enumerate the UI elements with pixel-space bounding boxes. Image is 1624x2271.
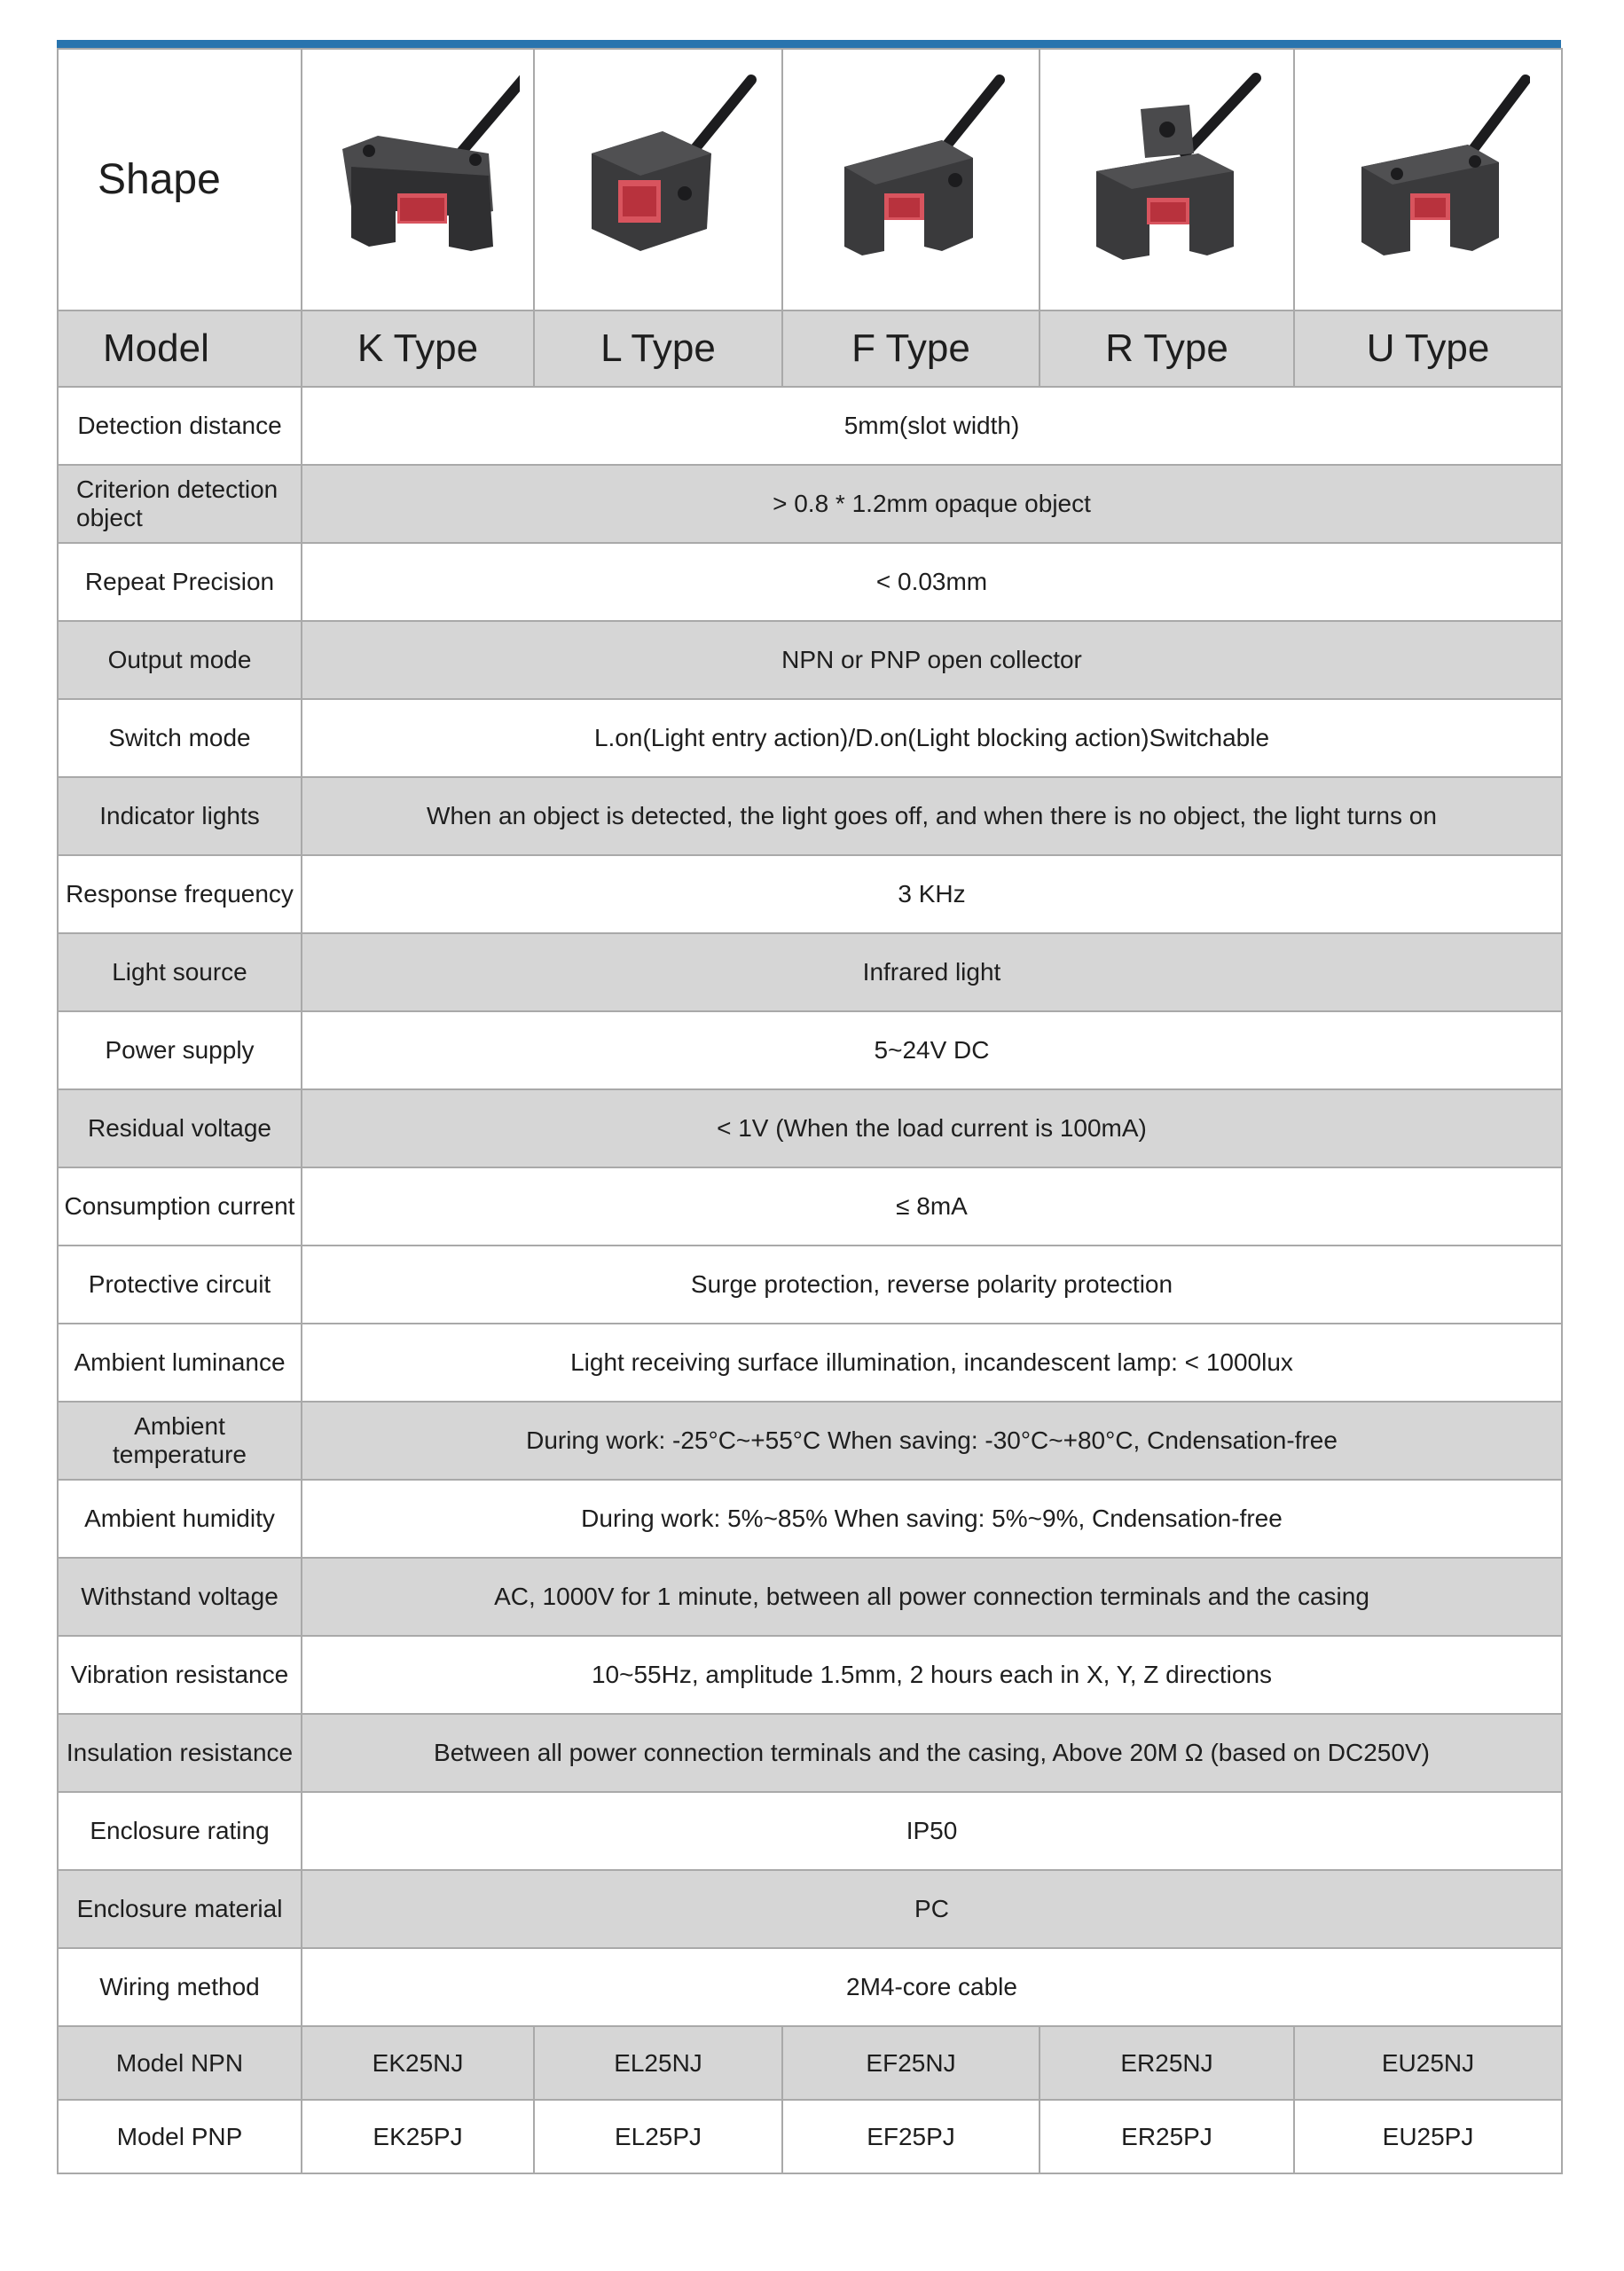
model-code: EU25NJ [1294, 2027, 1562, 2100]
spec-row [58, 1246, 1562, 1324]
spec-row [58, 621, 1562, 699]
spec-value: During work: 5%~85% When saving: 5%~9%, Cndensation-free [302, 1480, 1562, 1558]
spec-label: Enclosure rating [58, 1792, 302, 1870]
spec-value: NPN or PNP open collector [302, 621, 1562, 699]
npn-model-label: Model NPN [58, 2027, 302, 2100]
spec-label: Insulation resistance [58, 1714, 302, 1792]
spec-label: Ambient temperature [58, 1402, 302, 1480]
spec-value: Between all power connection terminals and the casing, Above 20M Ω (based on DC250V) [302, 1714, 1562, 1792]
spec-label: Light source [58, 933, 302, 1011]
spec-row [58, 1402, 1562, 1480]
type-name-k: K Type [302, 310, 534, 387]
model-code: EL25PJ [534, 2100, 782, 2173]
spec-label: Criterion detection object [58, 465, 302, 543]
spec-row [58, 387, 1562, 465]
spec-label: Wiring method [58, 1948, 302, 2026]
spec-value: PC [302, 1870, 1562, 1948]
spec-label: Residual voltage [58, 1089, 302, 1167]
spec-label: Repeat Precision [58, 543, 302, 621]
spec-label: Indicator lights [58, 777, 302, 855]
spec-label: Detection distance [58, 387, 302, 465]
spec-value: Infrared light [302, 933, 1562, 1011]
u-type-image-cell [1294, 49, 1562, 310]
spec-row [58, 699, 1562, 777]
type-name-r: R Type [1040, 310, 1294, 387]
shape-row [58, 49, 1562, 310]
f-type-image-cell [782, 49, 1040, 310]
spec-table [57, 48, 1563, 2027]
spec-value: < 0.03mm [302, 543, 1562, 621]
model-code-table [57, 2027, 1563, 2174]
spec-value: > 0.8 * 1.2mm opaque object [302, 465, 1562, 543]
f-type-sensor-icon [809, 69, 1013, 291]
spec-row [58, 465, 1562, 543]
spec-value: During work: -25°C~+55°C When saving: -30°C~+80°C, Cndensation-free [302, 1402, 1562, 1480]
model-code: EU25PJ [1294, 2100, 1562, 2173]
k-type-image-cell [302, 49, 534, 310]
r-type-sensor-icon [1065, 69, 1269, 291]
spec-value: < 1V (When the load current is 100mA) [302, 1089, 1562, 1167]
spec-row [58, 933, 1562, 1011]
spec-row [58, 1714, 1562, 1792]
spec-value: Surge protection, reverse polarity protection [302, 1246, 1562, 1324]
spec-value: 10~55Hz, amplitude 1.5mm, 2 hours each in X, Y, Z directions [302, 1636, 1562, 1714]
type-name-f: F Type [782, 310, 1040, 387]
spec-label: Consumption current [58, 1167, 302, 1246]
spec-label: Enclosure material [58, 1870, 302, 1948]
spec-row [58, 1089, 1562, 1167]
spec-value: 3 KHz [302, 855, 1562, 933]
npn-model-row [58, 2027, 1562, 2100]
spec-value: AC, 1000V for 1 minute, between all power connection terminals and the casing [302, 1558, 1562, 1636]
spec-value: IP50 [302, 1792, 1562, 1870]
spec-value: L.on(Light entry action)/D.on(Light blocking action)Switchable [302, 699, 1562, 777]
spec-sheet [57, 40, 1561, 2174]
spec-row [58, 1636, 1562, 1714]
model-label: Model [58, 310, 302, 387]
model-code: EL25NJ [534, 2027, 782, 2100]
spec-row [58, 1792, 1562, 1870]
spec-row [58, 855, 1562, 933]
model-code: EF25NJ [782, 2027, 1040, 2100]
r-type-image-cell [1040, 49, 1294, 310]
spec-value: 5mm(slot width) [302, 387, 1562, 465]
type-name-u: U Type [1294, 310, 1562, 387]
l-type-image-cell [534, 49, 782, 310]
model-code: ER25NJ [1040, 2027, 1294, 2100]
spec-value: When an object is detected, the light goes off, and when there is no object, the light turns on [302, 777, 1562, 855]
spec-value: 2M4-core cable [302, 1948, 1562, 2026]
model-code: EK25NJ [302, 2027, 534, 2100]
spec-row [58, 1167, 1562, 1246]
type-name-l: L Type [534, 310, 782, 387]
spec-value: ≤ 8mA [302, 1167, 1562, 1246]
spec-label: Output mode [58, 621, 302, 699]
top-accent-bar [57, 40, 1561, 48]
spec-value: 5~24V DC [302, 1011, 1562, 1089]
spec-row [58, 1480, 1562, 1558]
shape-label: Shape [58, 49, 302, 310]
spec-row [58, 1948, 1562, 2026]
spec-row [58, 777, 1562, 855]
pnp-model-label: Model PNP [58, 2100, 302, 2173]
spec-label: Switch mode [58, 699, 302, 777]
spec-label: Response frequency [58, 855, 302, 933]
spec-label: Withstand voltage [58, 1558, 302, 1636]
spec-label: Vibration resistance [58, 1636, 302, 1714]
model-code: EK25PJ [302, 2100, 534, 2173]
spec-label: Ambient luminance [58, 1324, 302, 1402]
spec-value: Light receiving surface illumination, incandescent lamp: < 1000lux [302, 1324, 1562, 1402]
k-type-sensor-icon [316, 69, 520, 291]
spec-row [58, 1558, 1562, 1636]
spec-label: Power supply [58, 1011, 302, 1089]
model-code: EF25PJ [782, 2100, 1040, 2173]
spec-label: Ambient humidity [58, 1480, 302, 1558]
l-type-sensor-icon [556, 69, 760, 291]
spec-row [58, 543, 1562, 621]
spec-row [58, 1870, 1562, 1948]
spec-label: Protective circuit [58, 1246, 302, 1324]
u-type-sensor-icon [1326, 69, 1530, 291]
spec-row [58, 1324, 1562, 1402]
spec-row [58, 1011, 1562, 1089]
pnp-model-row [58, 2100, 1562, 2173]
model-code: ER25PJ [1040, 2100, 1294, 2173]
model-header-row [58, 310, 1562, 387]
